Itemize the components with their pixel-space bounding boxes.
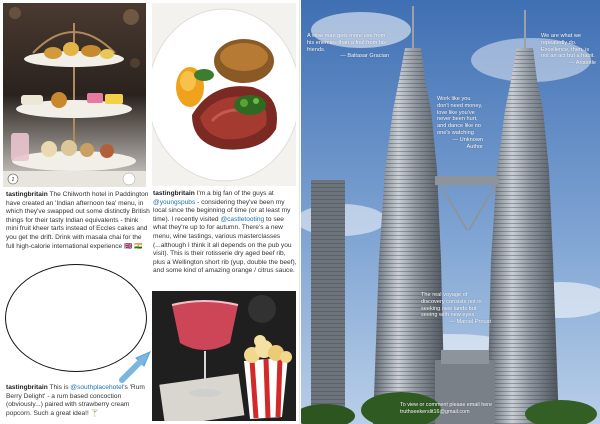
instagram-handle[interactable]: tastingbritain (153, 190, 195, 197)
mention-youngspubs[interactable]: @youngspubs (153, 198, 196, 206)
quote-author: — Marcel Proust (449, 319, 491, 326)
quote-gracian (307, 33, 389, 60)
post-caption-cocktail (6, 384, 146, 418)
caption-text: The Chilworth hotel in Paddington have created an 'Indian afternoon tea' menu, in which they've swapped out some distinctly British things for their tasty Indian equivalents - think mini fruit kheer tarts instead of Eccles cakes and you get the drift. Drink with masala chai for the full high-calorie international experience 🇬🇧 🇮🇳 (6, 191, 150, 250)
cocktail-image (152, 291, 296, 421)
caption-text-2: - considering they've been my local since the beginning of time (or at least my time). I recently visited (153, 198, 291, 223)
quote-text: Work like you don't need money, love like you've never been hurt, and dance like no one's watching (437, 96, 483, 136)
roast-beef-image (152, 3, 296, 186)
quote-author: — Aristotle (568, 60, 596, 67)
quote-text: We are what we repeatedly do. Excellence, then, is not an act but a habit. (541, 33, 595, 60)
quote-text: A wise man gets more use from his enemies than a fool from his friends. (307, 33, 386, 53)
roast-beef-photo (152, 3, 296, 186)
quote-proust (421, 292, 491, 326)
caption-text-3: to see what they're up to for autumn. There's a new menu, wine tastings, various masterclasses (...although I think it all depends on the pub you visit). This is their rotisserie dry aged beef rib, plus a Wellington short rib (yup, double the beef), and some kind of amazing orange / citrus sauce. (153, 215, 297, 275)
instagram-handle[interactable]: tastingbritain (6, 384, 48, 391)
quote-aristotle (541, 33, 596, 67)
post-caption-beef (153, 190, 297, 276)
pointer-arrow-icon (118, 350, 152, 384)
caption-text-1: I'm a big fan of the guys at (196, 190, 274, 197)
caption-text-1: This is (49, 384, 69, 391)
contact-footer (400, 402, 530, 415)
quote-author: — Unknown Author (452, 136, 483, 150)
contact-line: To view or comment please email here (400, 402, 492, 408)
quote-text: The real voyage of discovery consists not in seeking new lands but seeing with new eyes. (421, 292, 482, 319)
mention-castletooting[interactable]: @castletooting (220, 215, 265, 223)
cocktail-photo (152, 291, 296, 421)
afternoon-tea-photo (3, 3, 146, 187)
instagram-handle[interactable]: tastingbritain (6, 191, 48, 198)
carousel-badge-count: 2 (11, 177, 15, 183)
quote-author: — Baltasar Gracian (340, 53, 389, 60)
right-page (301, 0, 600, 424)
quote-unknown (437, 96, 483, 150)
contact-email[interactable]: truthseekerslit16@gmail.com (400, 408, 470, 415)
mention-southplacehotel[interactable]: @southplacehotel (70, 384, 124, 391)
caption-text-2: 's 'Rum Berry Delight' - a rum based concoction (obviously...) paired with strawberry cream popcorn. Such a great idea!! 🍸 (6, 384, 145, 417)
afternoon-tea-image (3, 3, 146, 187)
post-caption-tea (6, 191, 150, 251)
